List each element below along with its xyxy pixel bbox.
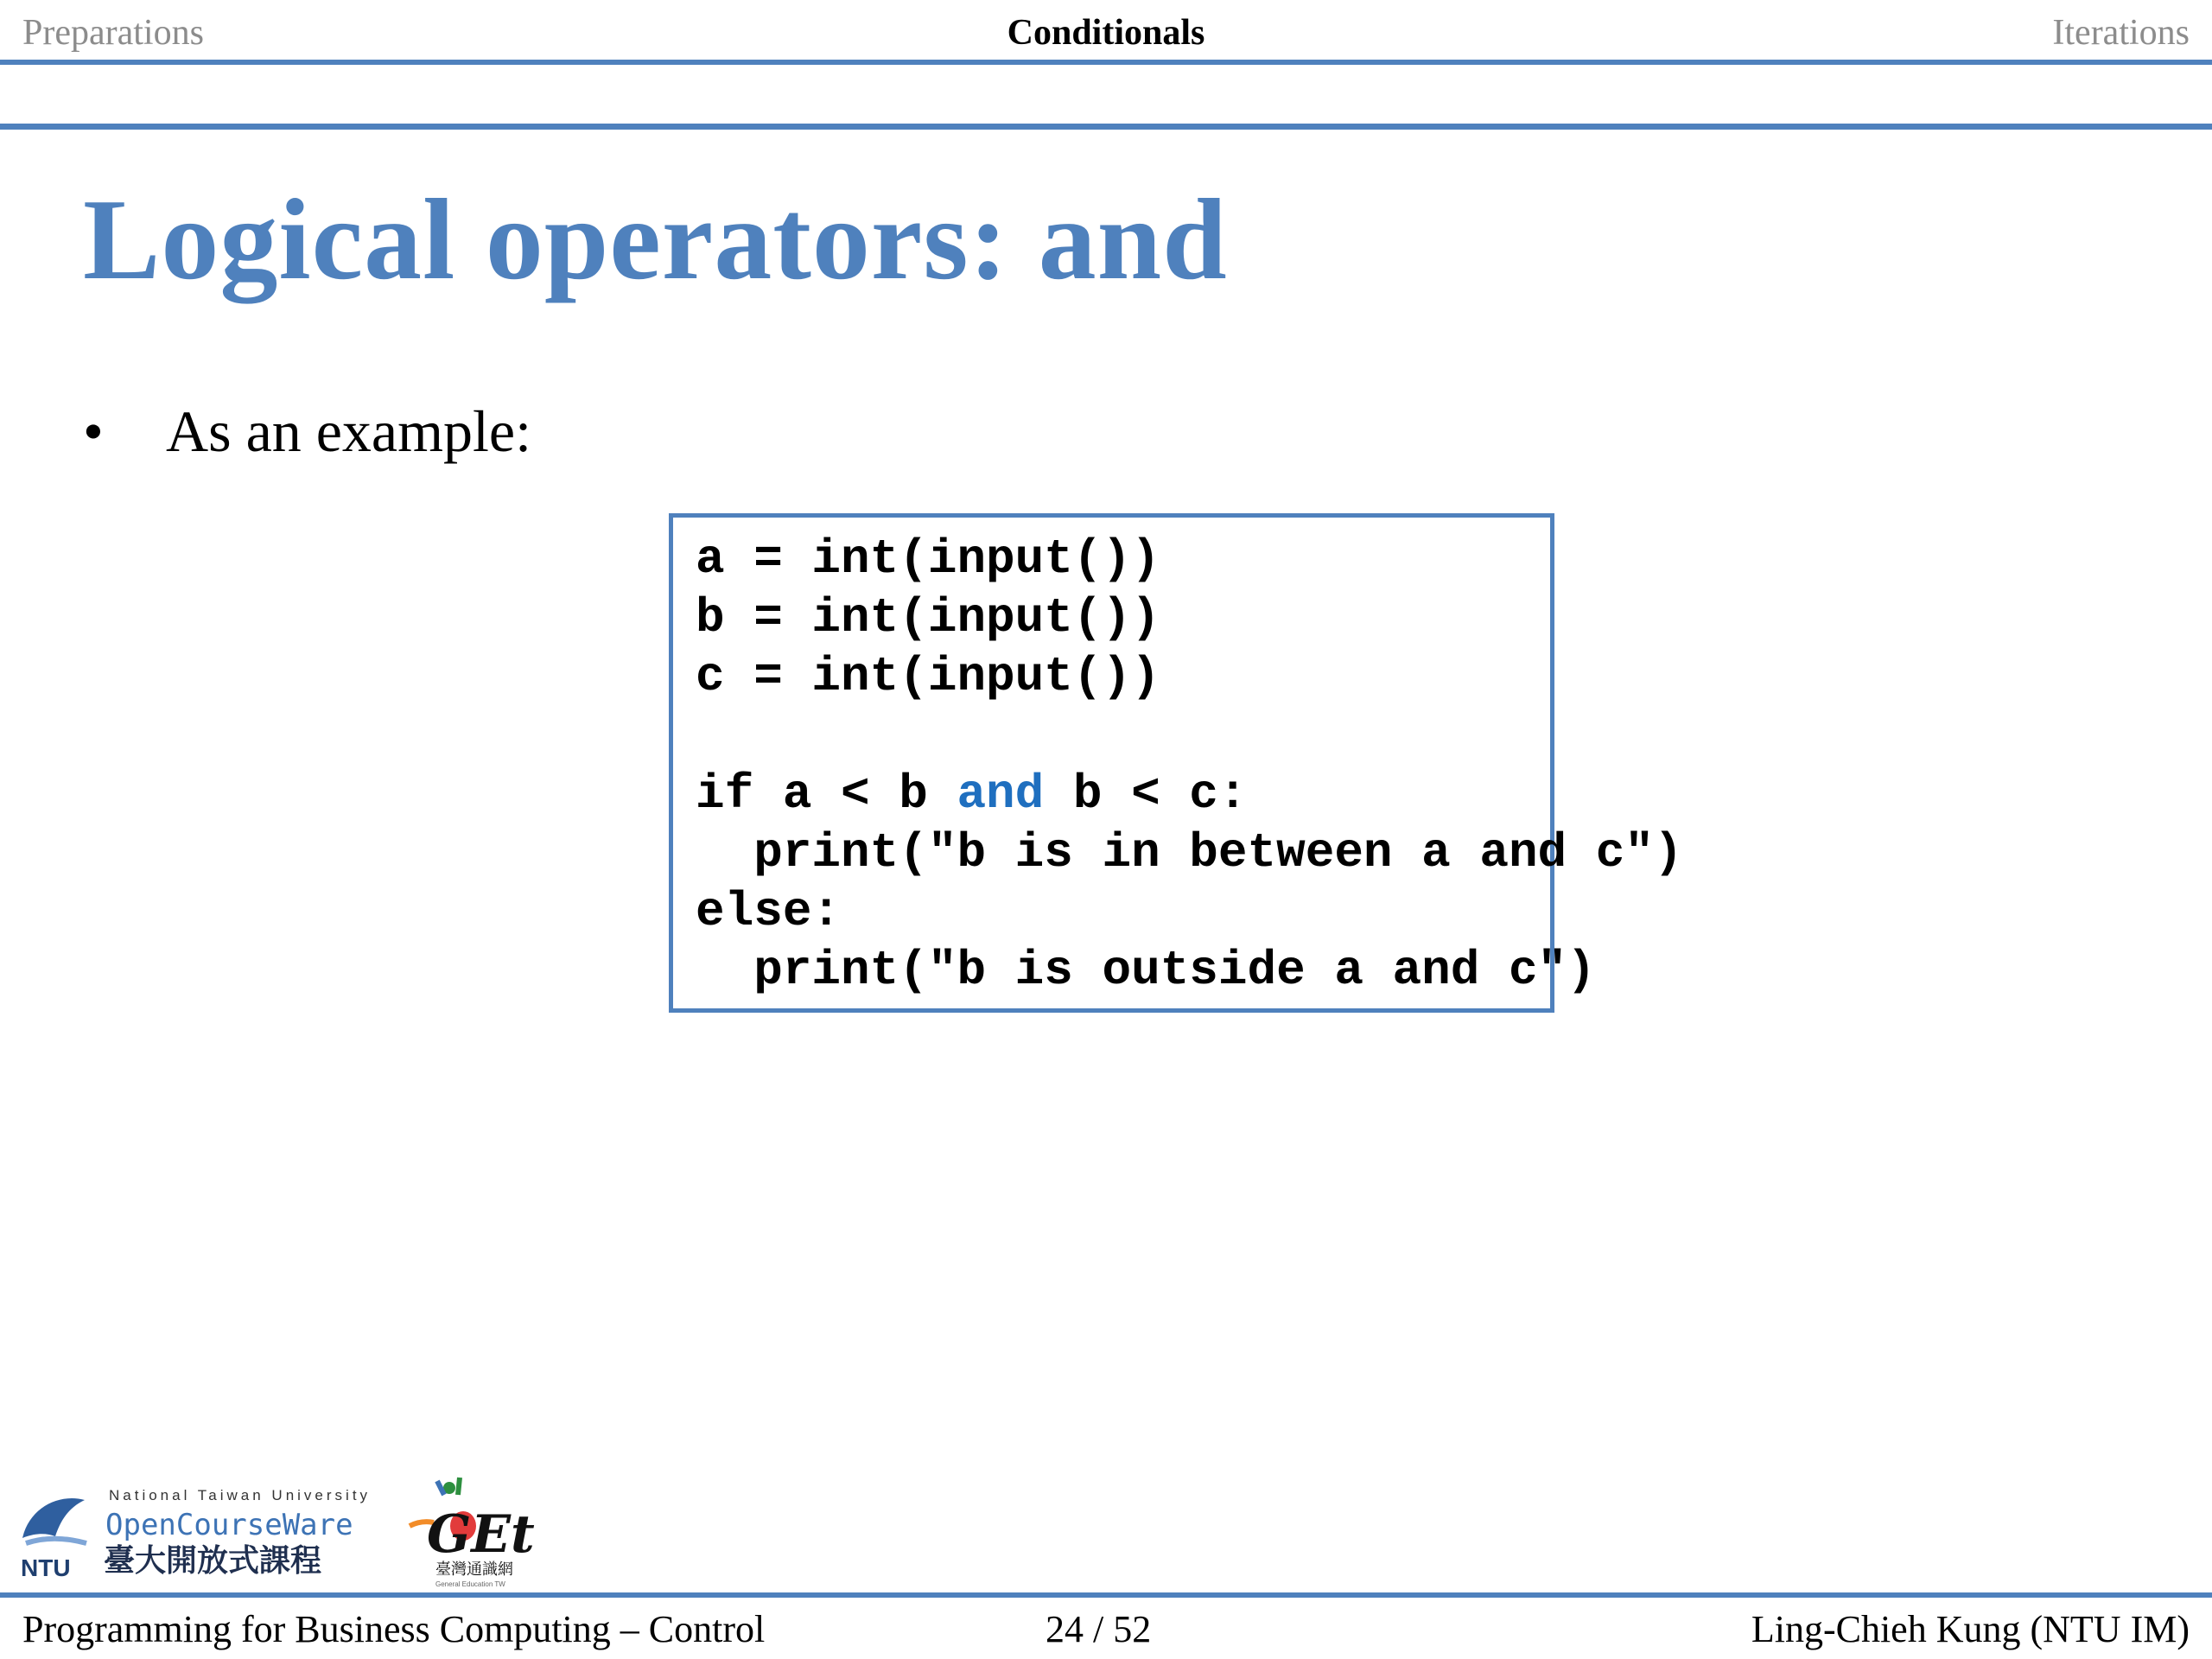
code-line-3: c = int(input())	[696, 649, 1160, 704]
ntu-short-label: NTU	[21, 1554, 71, 1581]
top-navigation	[0, 0, 2212, 60]
code-line-7: else:	[696, 884, 842, 939]
code-line-5-part-1: if a < b	[696, 766, 957, 822]
course-logos	[14, 1469, 550, 1590]
footer-divider	[0, 1592, 2212, 1598]
get-chinese-label: 臺灣通識網	[435, 1560, 513, 1579]
footer-page-number: 24 / 52	[1046, 1608, 1152, 1650]
ntu-globe-icon	[22, 1498, 85, 1538]
slide-title: Logical operators: and	[83, 175, 1228, 303]
ntu-main-label: OpenCourseWare	[105, 1508, 353, 1542]
get-main-label: GEt	[427, 1504, 535, 1565]
ntu-opencourseware-logo	[21, 1487, 371, 1581]
get-logo	[410, 1478, 535, 1588]
nav-section-conditionals[interactable]: Conditionals	[1007, 13, 1205, 53]
top-divider	[0, 60, 2212, 65]
code-line-1: a = int(input())	[696, 531, 1160, 587]
footer-course-title: Programming for Business Computing – Control	[22, 1608, 766, 1650]
code-line-5-part-2: b < c:	[1044, 766, 1248, 822]
code-line-8: print("b is outside a and c")	[696, 943, 1596, 998]
bullet-text: As an example:	[166, 398, 531, 464]
code-keyword-and: and	[957, 766, 1045, 822]
code-line-6: print("b is in between a and c")	[696, 825, 1683, 880]
nav-section-preparations[interactable]: Preparations	[22, 13, 204, 53]
bullet-dot-icon: •	[83, 398, 104, 464]
nav-section-iterations[interactable]: Iterations	[2052, 13, 2190, 53]
code-line-2: b = int(input())	[696, 590, 1160, 645]
code-content	[696, 530, 1683, 1000]
ntu-top-label: National Taiwan University	[109, 1487, 372, 1503]
code-block	[669, 513, 1683, 1013]
get-small-label: General Education TW	[435, 1580, 505, 1588]
footer-author: Ling-Chieh Kung (NTU IM)	[1751, 1608, 2190, 1650]
ntu-chinese-label: 臺大開放式課程	[104, 1543, 322, 1579]
subheader-divider	[0, 124, 2212, 130]
